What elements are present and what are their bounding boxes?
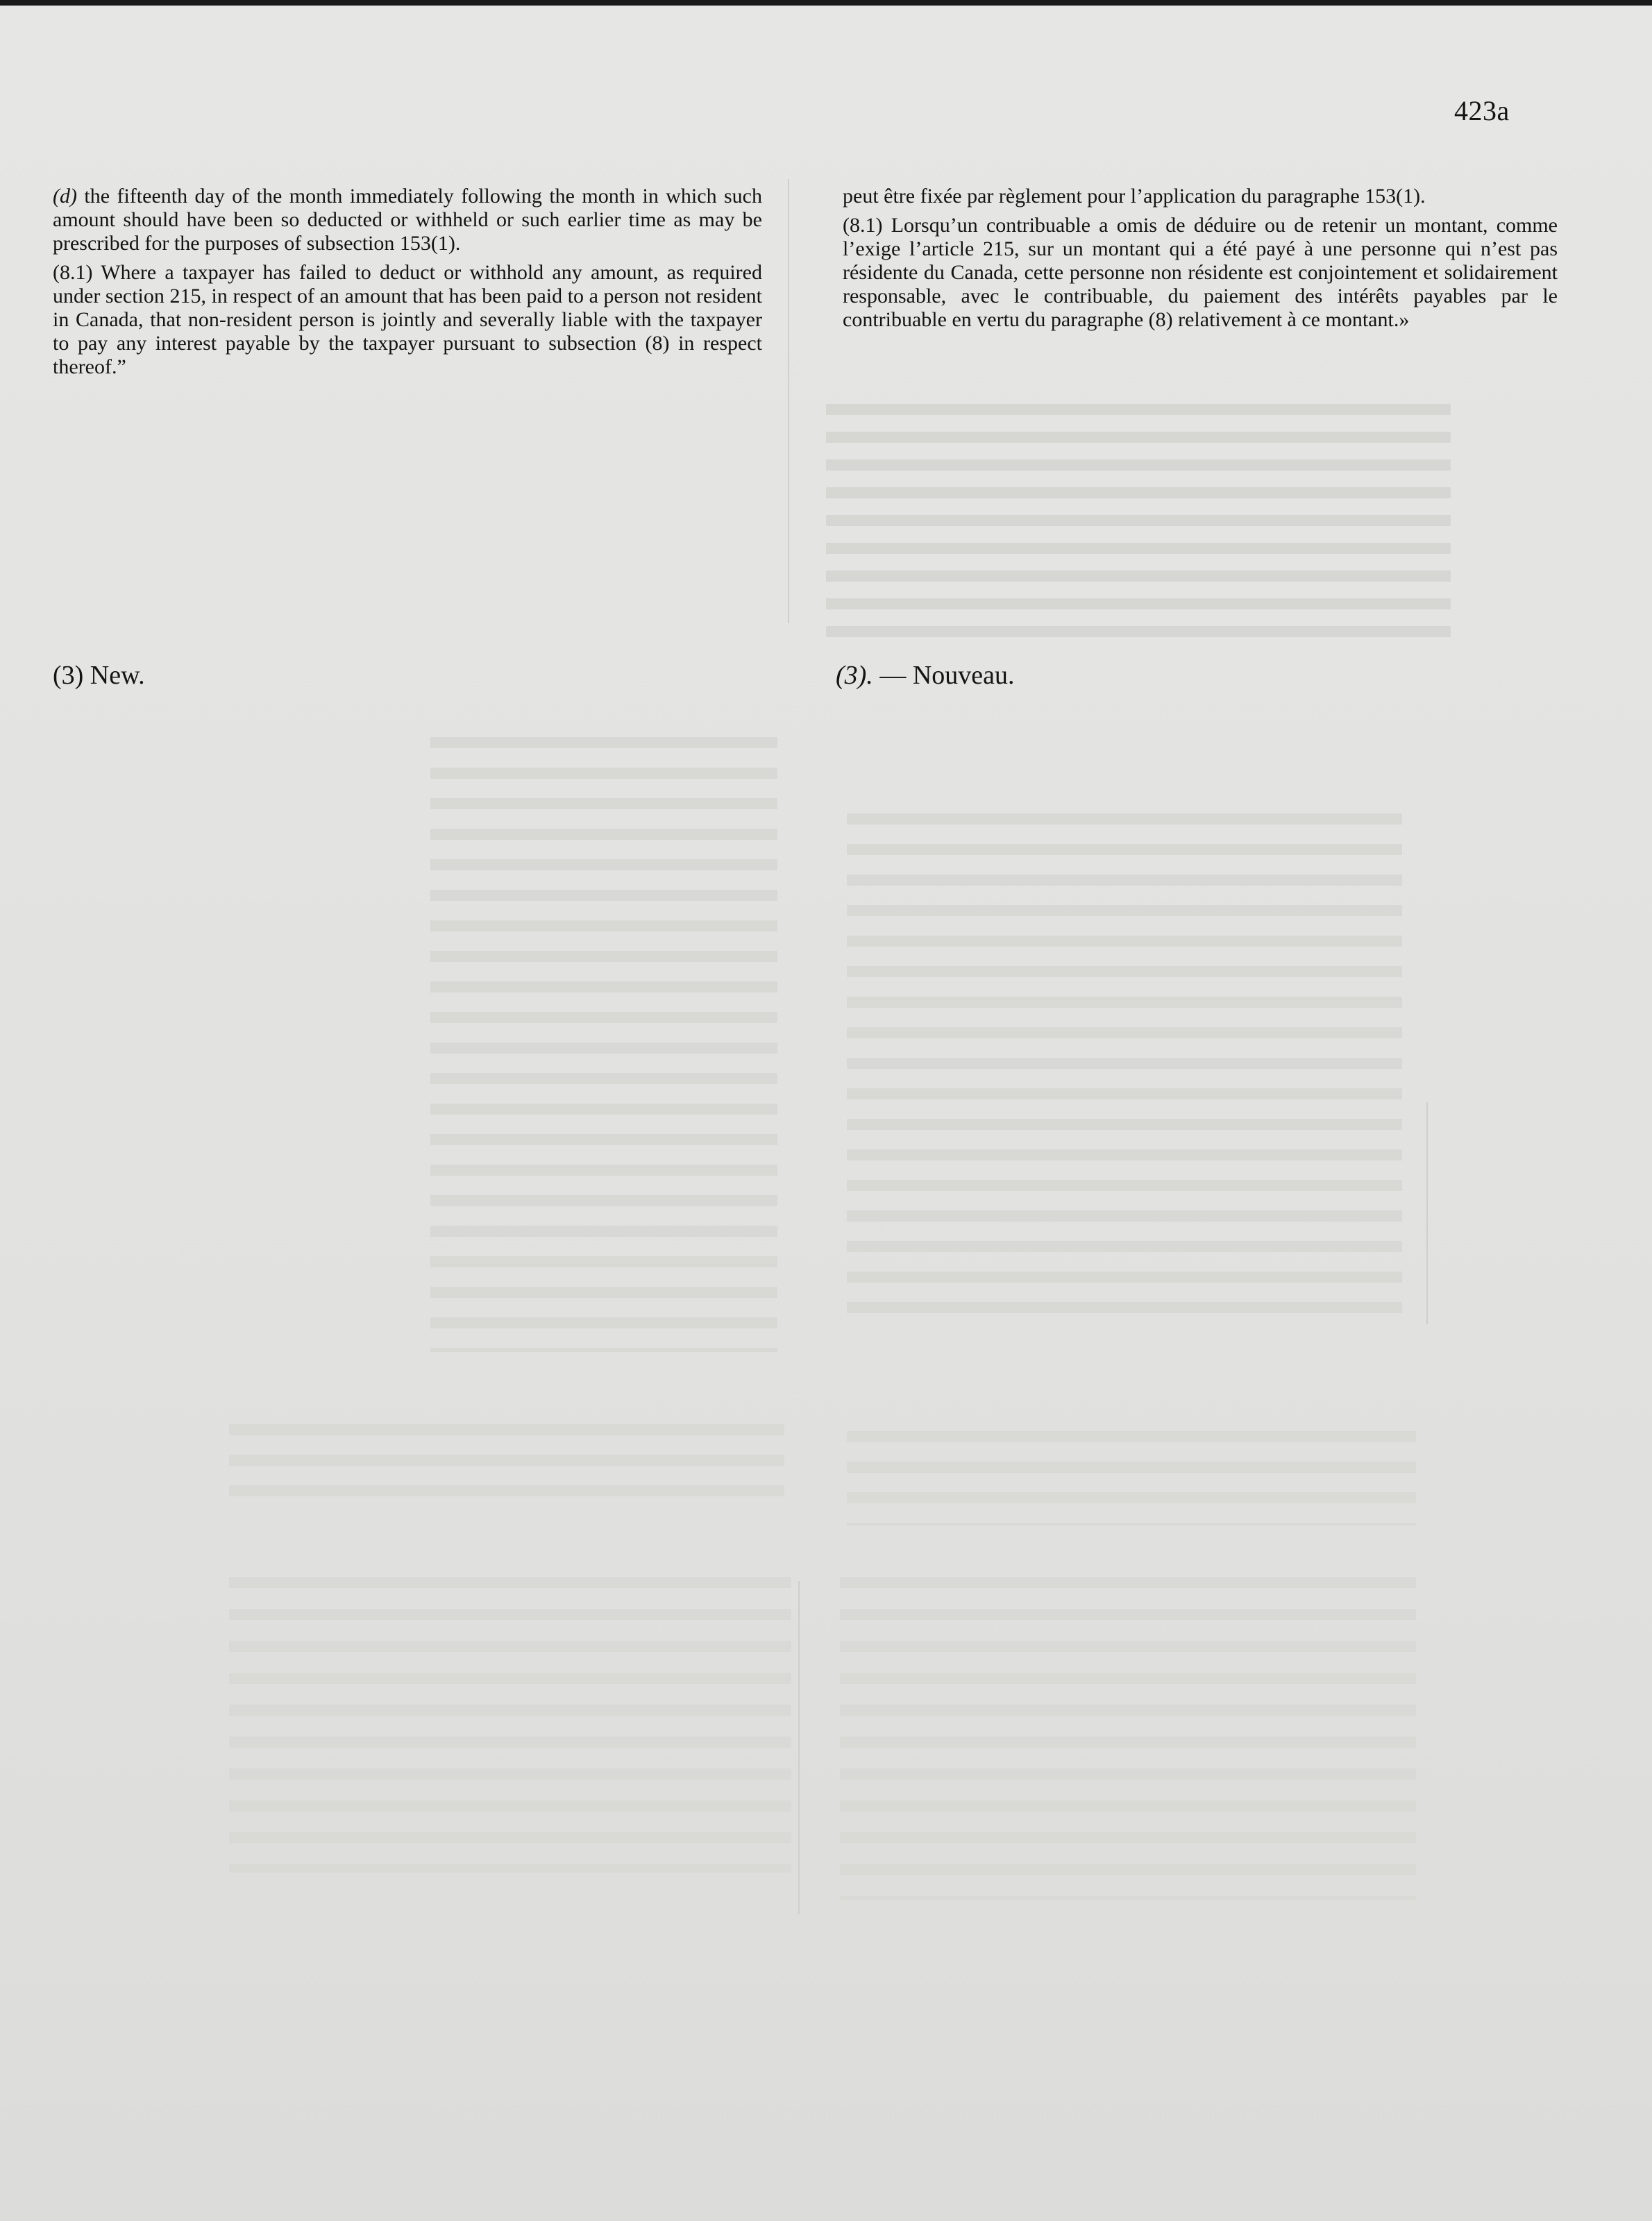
french-column — [843, 185, 1558, 337]
page-number: 423a — [1454, 95, 1510, 126]
bleed-through-rule — [788, 179, 789, 623]
bleed-through-block — [840, 1567, 1416, 1900]
bleed-through-rule — [1426, 1102, 1428, 1324]
note-text: — Nouveau. — [873, 661, 1015, 690]
paragraph-label: (d) — [53, 185, 77, 208]
english-paragraph-d — [53, 185, 762, 255]
scan-top-edge — [0, 0, 1652, 6]
bleed-through-block — [430, 727, 777, 1352]
bleed-through-block — [229, 1567, 791, 1873]
french-amendment-note — [836, 660, 1015, 691]
english-paragraph-8-1 — [53, 261, 762, 379]
paragraph-text: the fifteenth day of the month immediately following the month in which such amount should have been so deducted or withheld or such earlier time as may be prescribed for the purposes of subsection 153(1). — [53, 185, 762, 255]
french-paragraph-8-1 — [843, 214, 1558, 332]
document-page — [0, 6, 1652, 2221]
bleed-through-block — [847, 804, 1402, 1331]
note-number: (3). — [836, 661, 873, 690]
french-paragraph-continuation — [843, 185, 1558, 208]
bleed-through-block — [229, 1414, 784, 1505]
english-amendment-note: (3) New. — [53, 661, 145, 690]
paragraph-text: (8.1) Lorsqu’un contribuable a omis de déduire ou de retenir un montant, comme l’exige l’article 215, sur un montant qui a été payé à une personne qui n’est pas résidente du Canada, cette personne non résidente est conjointement et solidairement responsable, avec le contribuable, du paiement des intérêts payables par le contribuable en vertu du paragraphe (8) relativement à ce montant.» — [843, 214, 1558, 331]
bleed-through-block — [826, 394, 1451, 644]
paragraph-text: (8.1) Where a taxpayer has failed to deduct or withhold any amount, as required under section 215, in respect of an amount that has been paid to a person not resident in Canada, that non-resident person is jointly and severally liable with the taxpayer to pay any interest payable by the taxpayer pursuant to subsection (8) in respect thereof.” — [53, 261, 762, 378]
english-column — [53, 185, 762, 385]
bleed-through-rule — [798, 1581, 800, 1914]
bleed-through-block — [847, 1421, 1416, 1526]
paragraph-text: peut être fixée par règlement pour l’application du paragraphe 153(1). — [843, 185, 1426, 208]
